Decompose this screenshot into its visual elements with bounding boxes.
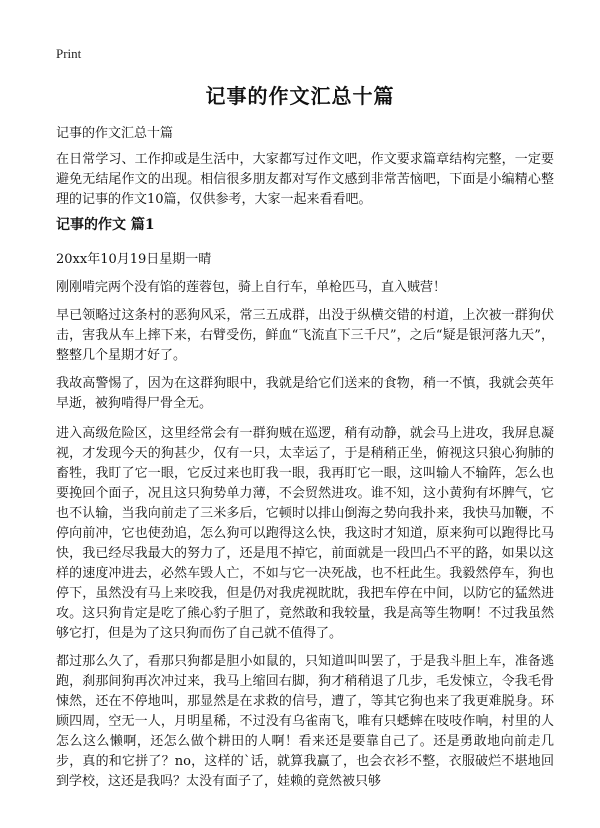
body-paragraph-5: 都过那么久了，看那只狗都是胆小如鼠的，只知道叫叫罢了，于是我斗胆上车，准备逃跑，刹那间狗再次冲过来，我马上缩回右脚，狗才稍稍退了几步，毛发悚立，令我毛骨悚然，还在不停地叫，那显然是在求救的信号，遭了，等其它狗也来了我更难脱身。环顾四周，空无一人，月明星稀，不过没有乌雀南飞，唯有只蟋蟀在吱吱作响，村里的人怎么这么懒啊，还怎么做个耕田的人啊！看来还是要靠自己了。还是勇敢地向前走几步，真的和它拼了？no，这样的`话，就算我赢了，也会衣衫不整，衣服破烂不堪地回到学校，这还是我吗？太没有面子了，娃赖的竟然被只够 (56, 654, 554, 789)
page-title: 记事的作文汇总十篇 (205, 84, 395, 108)
section-heading: 记事的作文 篇1 (56, 217, 155, 233)
body-paragraph-4: 进入高级危险区，这里经常会有一群狗贼在巡逻，稍有动静，就会马上进攻，我屏息凝视，才发现今天的狗甚少，仅有一只，太幸运了，于是稍稍正坐，俯视这只狼心狗肺的畜牲，我盯了它一眼，它反过来也盯我一眼，我再盯它一眼，这叫输人不输阵，怎么也要挽回个面子，况且这只狗势单力薄，不会贸然进攻。谁不知，这小黄狗有坏脾气，它也不认输，当我向前走了三米多后，它顿时以排山倒海之势向我扑来，我快马加鞭，不停向前冲，它也使劲追，怎么狗可以跑得这么快，我这时才知道，原来狗可以跑得比马快，我已经尽我最大的努力了，还是甩不掉它，前面就是一段凹凸不平的路，如果以这样的速度冲进去，必然车毁人亡，不如与它一决死战，也不枉此生。我毅然停车，狗也停下，虽然没有马上来咬我，但是仍对我虎视眈眈，我把车停在中间，以防它的猛然进攻。这只狗肯定是吃了熊心豹子胆了，竟然敢和我较量，我是高等生物啊！不过我虽然够它打，但是为了这只狗而伤了自己就不值得了。 (56, 426, 554, 641)
print-link[interactable]: Print (56, 46, 82, 61)
body-paragraph-3: 我故高警惕了，因为在这群狗眼中，我就是给它们送来的食物，稍一不慎，我就会英年早逝，被狗啃得尸骨全无。 (56, 376, 554, 411)
body-paragraph-1: 刚刚啃完两个没有馅的莲蓉包，骑上自行车，单枪匹马，直入贼营！ (56, 280, 447, 295)
intro-paragraph: 在日常学习、工作抑或是生活中，大家都写过作文吧，作文要求篇章结构完整，一定要避免无结尾作文的出现。相信很多朋友都对写作文感到非常苦恼吧，下面是小编精心整理的记事的作文10篇，仅供参考，大家一起来看看吧。 (56, 152, 554, 207)
body-paragraph-2: 早已领略过这条村的恶狗风采，常三五成群，出没于纵横交错的村道，上次被一群狗伏击，害我从车上摔下来，右臂受伤，鲜血“飞流直下三千尺”，之后“疑是银河落九天”，整整几个星期才好了。 (56, 308, 554, 363)
document-subtitle: 记事的作文汇总十篇 (56, 126, 174, 141)
date-line: 20xx年10月19日星期一晴 (56, 252, 212, 267)
